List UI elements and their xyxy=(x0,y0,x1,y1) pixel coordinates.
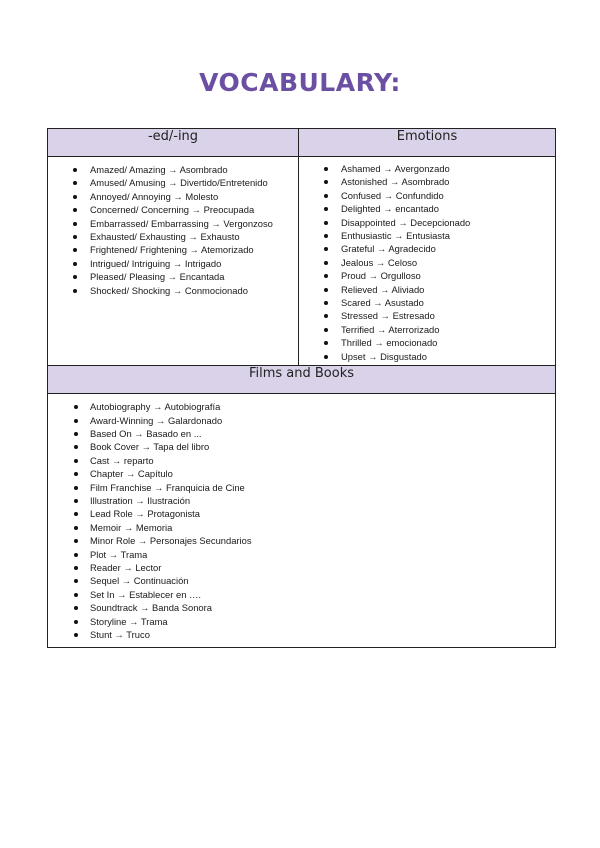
list-item: Pleased/ Pleasing → Encantada xyxy=(48,270,298,283)
films-books-list xyxy=(48,394,555,647)
list-item: Memoir → Memoria xyxy=(48,521,555,534)
list-item: Delighted → encantado xyxy=(299,202,555,215)
list-item: Chapter → Capítulo xyxy=(48,467,555,480)
list-item: Thrilled → emocionado xyxy=(299,336,555,349)
films-books-cell xyxy=(48,394,556,648)
list-item: Shocked/ Shocking → Conmocionado xyxy=(48,284,298,297)
list-item: Jealous → Celoso xyxy=(299,256,555,269)
list-item: Confused → Confundido xyxy=(299,189,555,202)
emotions-cell xyxy=(299,157,556,366)
list-item: Sequel → Continuación xyxy=(48,574,555,587)
ed-ing-list xyxy=(48,157,298,307)
list-item: Illustration → Ilustración xyxy=(48,494,555,507)
list-item: Astonished → Asombrado xyxy=(299,175,555,188)
list-item: Stressed → Estresado xyxy=(299,309,555,322)
list-item: Exhausted/ Exhausting → Exhausto xyxy=(48,230,298,243)
list-item: Ashamed → Avergonzado xyxy=(299,162,555,175)
list-item: Concerned/ Concerning → Preocupada xyxy=(48,203,298,216)
films-header-row xyxy=(48,366,556,394)
page-title: VOCABULARY: xyxy=(199,68,401,97)
list-item: Embarrassed/ Embarrassing → Vergonzoso xyxy=(48,217,298,230)
films-body-row xyxy=(48,394,556,648)
ed-ing-header: -ed/-ing xyxy=(48,129,299,157)
list-item: Upset → Disgustado xyxy=(299,350,555,363)
list-item: Cast → reparto xyxy=(48,454,555,467)
list-item: Disappointed → Decepcionado xyxy=(299,216,555,229)
list-item: Plot → Trama xyxy=(48,548,555,561)
films-books-header: Films and Books xyxy=(48,366,556,394)
table-header-row xyxy=(48,129,556,157)
vocabulary-table xyxy=(47,128,556,648)
list-item: Enthusiastic → Entusiasta xyxy=(299,229,555,242)
list-item: Storyline → Trama xyxy=(48,615,555,628)
list-item: Annoyed/ Annoying → Molesto xyxy=(48,190,298,203)
list-item: Scared → Asustado xyxy=(299,296,555,309)
list-item: Amazed/ Amazing → Asombrado xyxy=(48,163,298,176)
list-item: Book Cover → Tapa del libro xyxy=(48,440,555,453)
list-item: Frightened/ Frightening → Atemorizado xyxy=(48,243,298,256)
list-item: Autobiography → Autobiografía xyxy=(48,400,555,413)
emotions-list xyxy=(299,157,555,365)
list-item: Minor Role → Personajes Secundarios xyxy=(48,534,555,547)
list-item: Proud → Orgulloso xyxy=(299,269,555,282)
list-item: Stunt → Truco xyxy=(48,628,555,641)
list-item: Terrified → Aterrorizado xyxy=(299,323,555,336)
list-item: Soundtrack → Banda Sonora xyxy=(48,601,555,614)
list-item: Lead Role → Protagonista xyxy=(48,507,555,520)
table-body-row xyxy=(48,157,556,366)
list-item: Film Franchise → Franquicia de Cine xyxy=(48,481,555,494)
list-item: Award-Winning → Galardonado xyxy=(48,414,555,427)
emotions-header: Emotions xyxy=(299,129,556,157)
list-item: Based On → Basado en ... xyxy=(48,427,555,440)
list-item: Intrigued/ Intriguing → Intrigado xyxy=(48,257,298,270)
list-item: Amused/ Amusing → Divertido/Entretenido xyxy=(48,176,298,189)
ed-ing-cell xyxy=(48,157,299,366)
list-item: Grateful → Agradecido xyxy=(299,242,555,255)
list-item: Reader → Lector xyxy=(48,561,555,574)
list-item: Relieved → Aliviado xyxy=(299,283,555,296)
list-item: Set In → Establecer en …. xyxy=(48,588,555,601)
